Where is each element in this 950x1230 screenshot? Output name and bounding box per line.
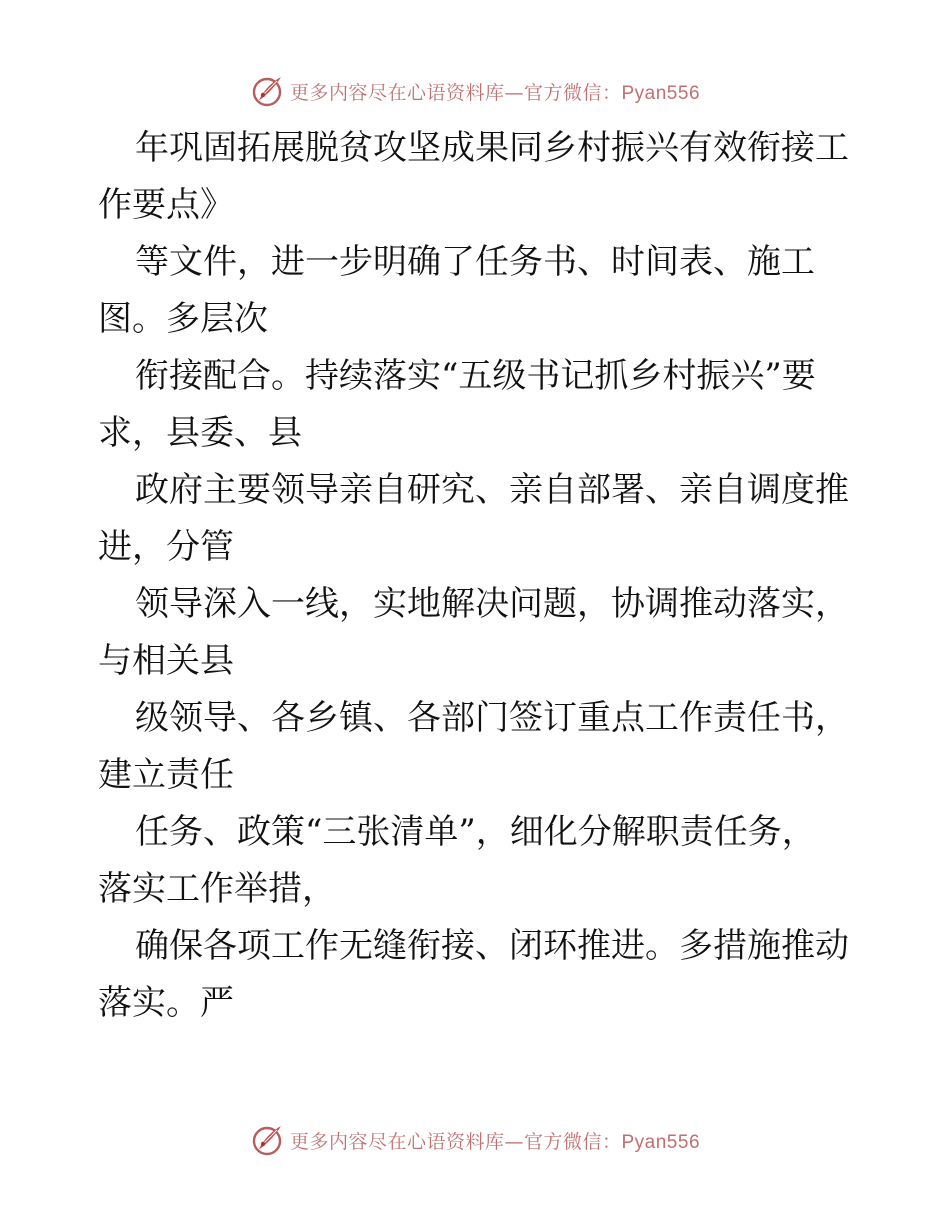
paragraph-line: 进，分管 (98, 527, 234, 567)
paragraph (98, 234, 858, 348)
paragraph-line: 建立责任 (98, 755, 234, 795)
header-banner (0, 71, 950, 111)
footer-banner (0, 1120, 950, 1160)
header-banner-main: 更多内容尽在心语资料库 (289, 81, 505, 104)
paragraph-line: 确保各项工作无缝衔接、闭环推进。多措施推动 (135, 926, 849, 966)
paragraph-line: 作要点》 (98, 185, 234, 225)
paragraph-line: 年巩固拓展脱贫攻坚成果同乡村振兴有效衔接工 (135, 128, 849, 168)
header-banner-text (290, 78, 700, 105)
paragraph-line: 领导深入一线，实地解决问题，协调推动落实， (135, 584, 849, 624)
paragraph (98, 462, 858, 576)
paragraph-line: 落实工作举措， (98, 869, 336, 909)
footer-wechat-id: Pyan556 (621, 1131, 701, 1153)
paragraph-line: 求，县委、县 (98, 413, 302, 453)
footer-banner-text (290, 1127, 700, 1154)
paragraph (98, 804, 858, 918)
paragraph (98, 576, 858, 690)
paragraph-line: 衔接配合。持续落实“五级书记抓乡村振兴”要 (135, 356, 816, 396)
paragraph-line: 级领导、各乡镇、各部门签订重点工作责任书， (135, 698, 849, 738)
paragraph (98, 348, 858, 462)
paragraph-line: 与相关县 (98, 641, 234, 681)
paragraph-line: 等文件，进一步明确了任务书、时间表、施工 (135, 242, 815, 282)
paragraph-line: 政府主要领导亲自研究、亲自部署、亲自调度推 (135, 470, 849, 510)
footer-banner-main: 更多内容尽在心语资料库 (289, 1130, 505, 1153)
red-feather-seal-icon (250, 1123, 284, 1157)
paragraph (98, 120, 858, 234)
paragraph-line: 落实。严 (98, 983, 234, 1023)
paragraph (98, 690, 858, 804)
header-wechat-label: 官方微信： (523, 81, 622, 104)
paragraph-line: 图。多层次 (98, 299, 268, 339)
document-body (98, 120, 858, 1032)
paragraph-line: 任务、政策“三张清单”，细化分解职责任务， (135, 812, 816, 852)
paragraph (98, 918, 858, 1032)
header-wechat-id: Pyan556 (621, 82, 701, 104)
red-feather-seal-icon (250, 74, 284, 108)
footer-banner-separator: — (504, 1130, 524, 1153)
header-banner-separator: — (504, 81, 524, 104)
footer-wechat-label: 官方微信： (523, 1130, 622, 1153)
